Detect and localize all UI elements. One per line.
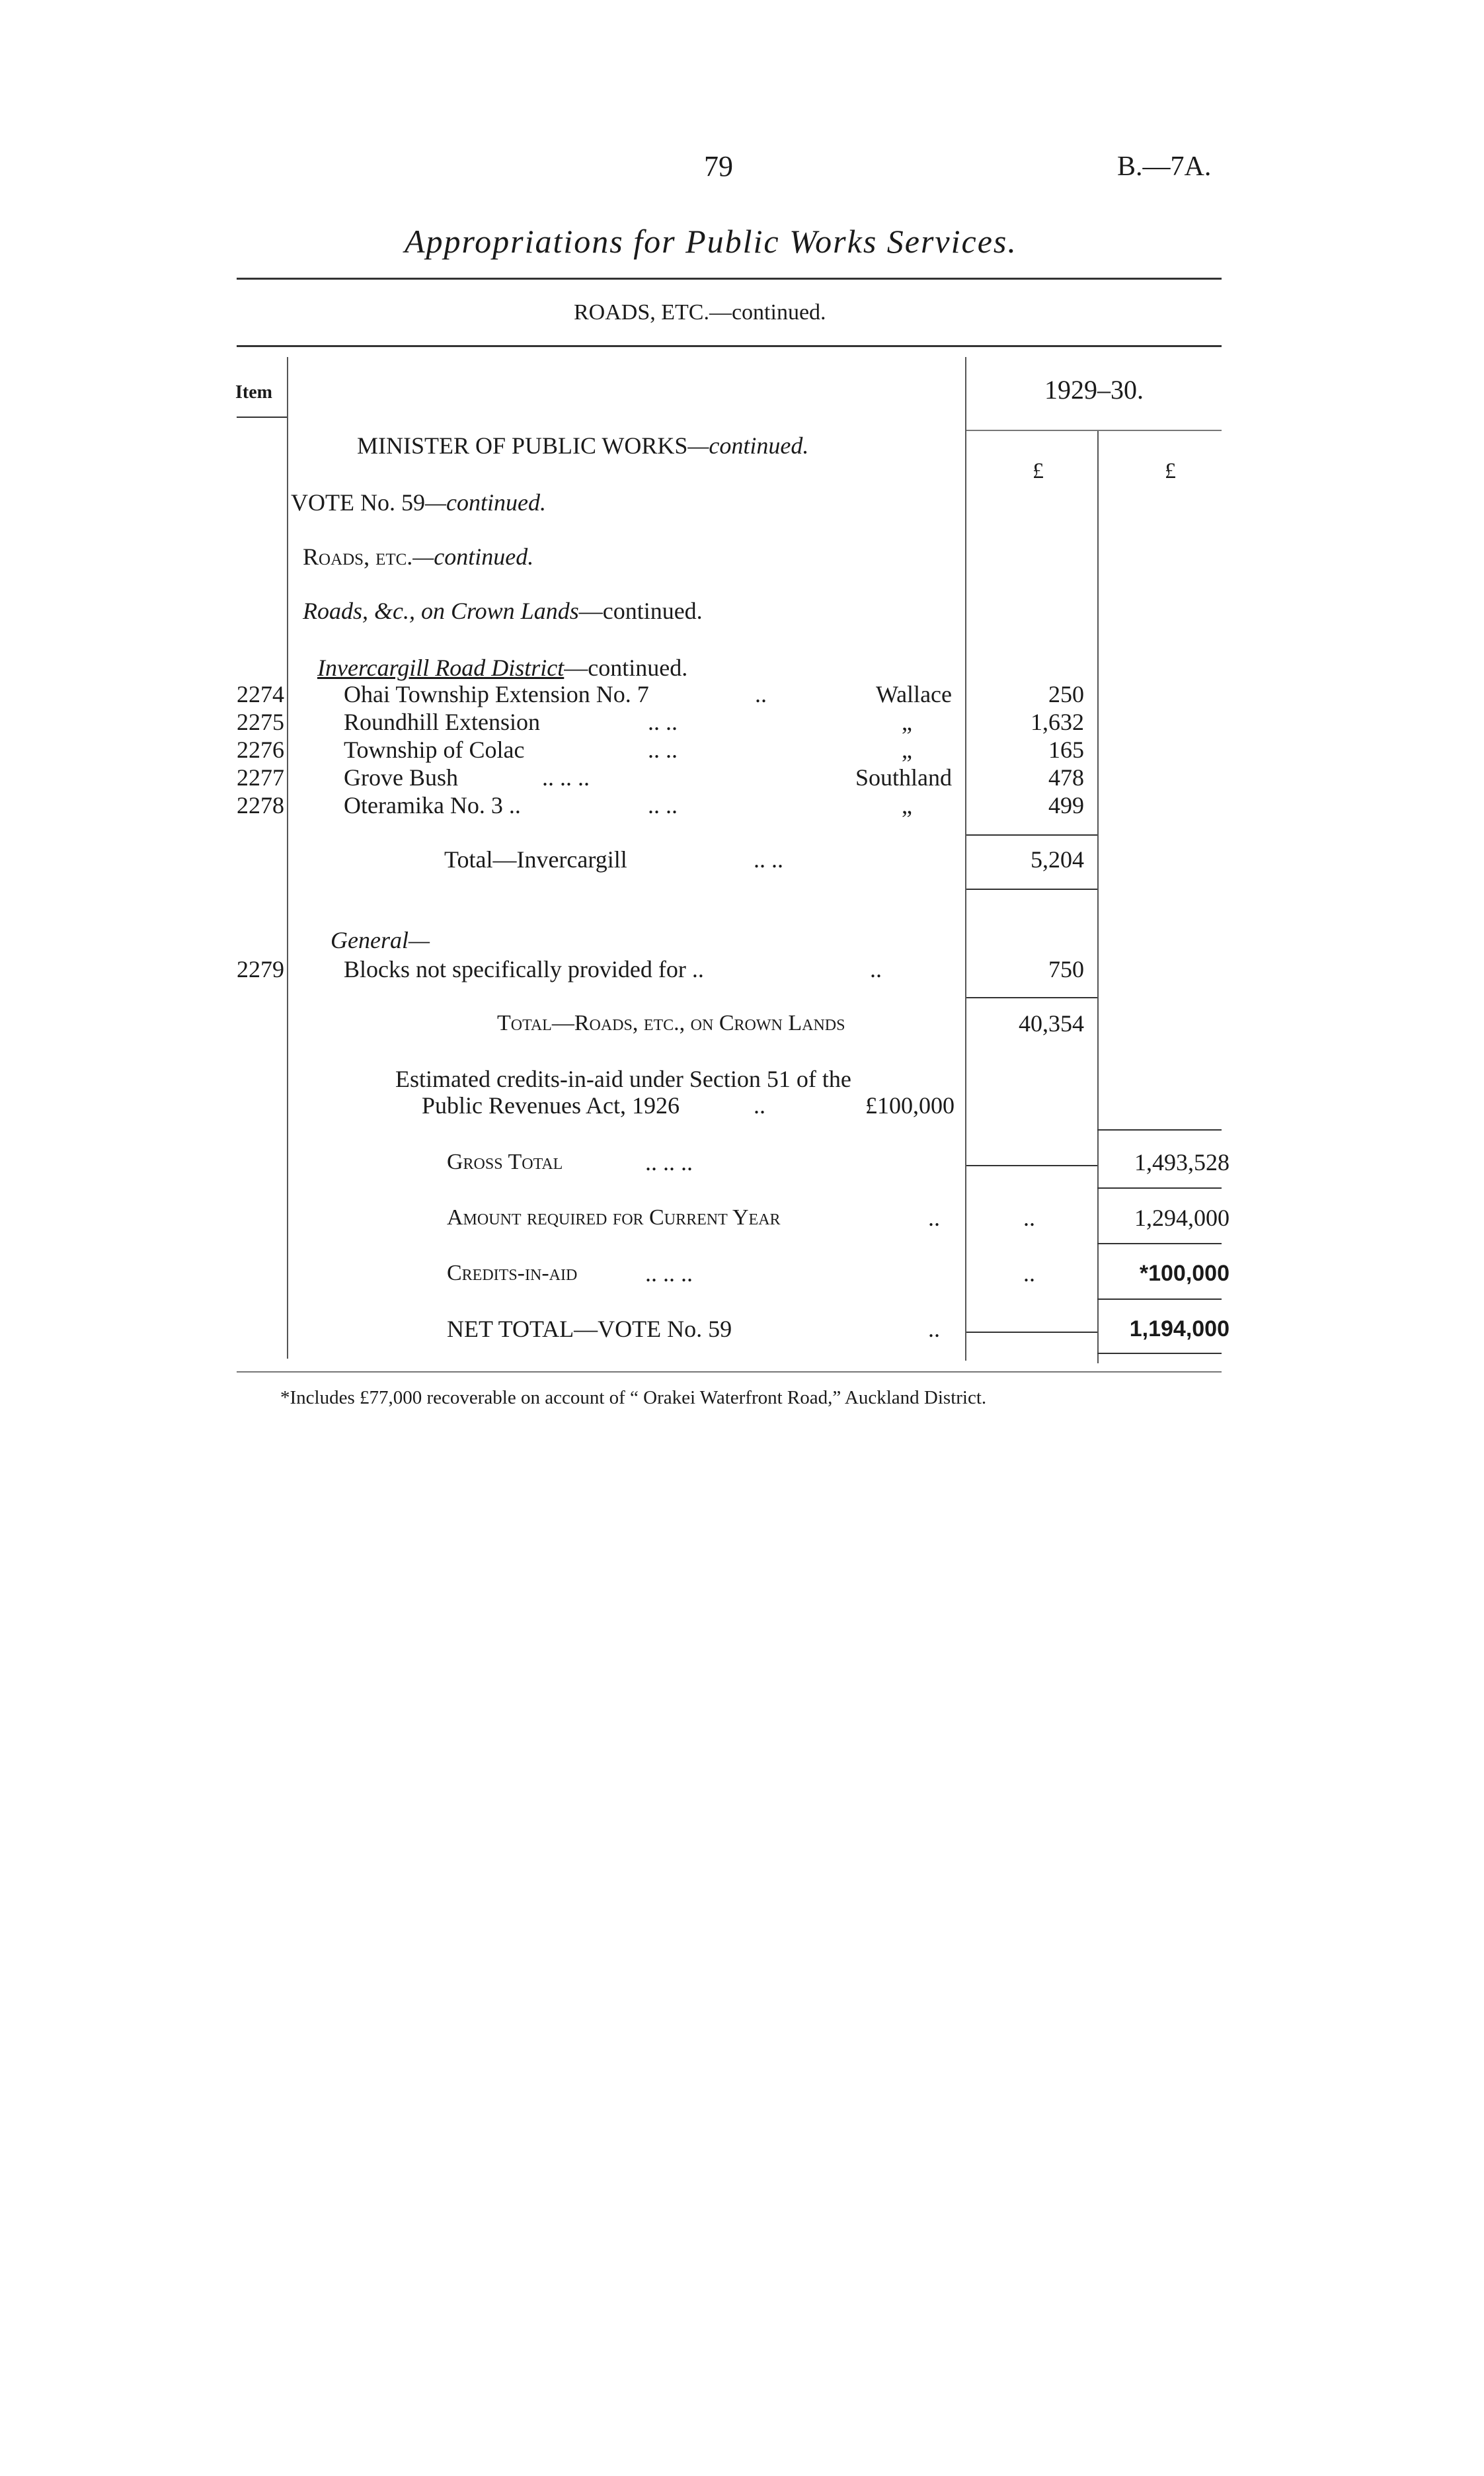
summary-dots: .. .. ..: [645, 1260, 693, 1287]
summary-col1: ..: [1023, 1260, 1035, 1287]
page-title: Appropriations for Public Works Services.: [405, 223, 1017, 260]
item-dots: .. .. ..: [542, 764, 590, 791]
credits-note-dots: ..: [754, 1092, 765, 1119]
item-amount: 499: [1048, 792, 1084, 819]
item-name: Township of Colac: [344, 737, 525, 763]
crown-lands-heading-text: Roads, &c., on Crown Lands: [303, 598, 579, 624]
item-header-underline: [237, 417, 287, 418]
summary-label: NET TOTAL—VOTE No. 59: [447, 1316, 732, 1342]
credits-note-line1: Estimated credits-in-aid under Section 51 of the: [395, 1066, 851, 1092]
table-bottom-rule: [237, 1371, 1222, 1373]
item-number: 2276: [237, 737, 284, 763]
amount-required-rule: [1097, 1243, 1222, 1244]
table-row: [0, 792, 1484, 819]
credits-note-line2: Public Revenues Act, 1926: [422, 1092, 680, 1119]
item-amount: 1,632: [1031, 709, 1084, 735]
item-amount: 250: [1048, 681, 1084, 707]
summary-row-gross-total: [0, 1149, 1484, 1176]
item-number: 2274: [237, 681, 284, 707]
summary-col2: 1,493,528: [1134, 1149, 1230, 1176]
net-total-rule-bottom: [1097, 1353, 1222, 1354]
summary-col1: ..: [1023, 1205, 1035, 1231]
item-county: Southland: [855, 764, 952, 791]
minister-heading-text: MINISTER OF PUBLIC WORKS: [357, 432, 688, 459]
roads-heading: [303, 543, 533, 570]
general-item-amount: 750: [1048, 956, 1084, 982]
general-item-number: 2279: [237, 956, 284, 982]
currency-header-col2: £: [1165, 459, 1176, 483]
subtotal-rule-top: [966, 834, 1097, 836]
district-heading-text: Invercargill Road District: [317, 655, 565, 681]
crown-lands-heading-suffix: —continued.: [578, 598, 703, 624]
item-name: Roundhill Extension: [344, 709, 540, 735]
section-subtitle: [574, 300, 826, 325]
item-name: Ohai Township Extension No. 7: [344, 681, 649, 707]
item-dots: .. ..: [648, 709, 678, 735]
total-invercargill-label: Total—Invercargill: [444, 846, 627, 873]
general-item-name: Blocks not specifically provided for ..: [344, 956, 704, 982]
credits-note-amount: £100,000: [865, 1092, 955, 1119]
roads-heading-text: Roads, etc.: [303, 543, 413, 570]
summary-row-net-total: [0, 1316, 1484, 1342]
summary-dots: ..: [928, 1205, 940, 1231]
general-heading: General—: [331, 927, 430, 953]
section-subtitle-text: ROADS, ETC.—continued.: [574, 300, 826, 325]
vote-heading: [291, 489, 546, 516]
gross-total-rule-bottom: [1097, 1187, 1222, 1189]
item-county: „: [902, 709, 912, 735]
header-rule-bottom: [237, 345, 1222, 347]
item-county: „: [902, 792, 912, 819]
document-reference: B.—7A.: [1117, 151, 1212, 182]
subtotal-rule-bottom: [966, 889, 1097, 890]
crown-lands-heading: [303, 598, 703, 624]
summary-col2: 1,194,000: [1129, 1316, 1230, 1341]
roads-heading-suffix: —continued.: [412, 543, 534, 570]
item-name: Oteramika No. 3 ..: [344, 792, 521, 819]
year-column-header: 1929–30.: [1044, 375, 1144, 405]
item-name: Grove Bush: [344, 764, 458, 791]
header-rule-top: [237, 278, 1222, 280]
table-row: [0, 681, 1484, 707]
district-heading-suffix: —continued.: [564, 655, 688, 681]
summary-col2: *100,000: [1139, 1261, 1230, 1286]
item-dots: .. ..: [648, 792, 678, 819]
page-number: 79: [704, 150, 733, 182]
summary-dots: .. .. ..: [645, 1149, 693, 1176]
summary-col2: 1,294,000: [1134, 1205, 1230, 1231]
item-dots: ..: [755, 681, 767, 707]
summary-row-credits-in-aid: [0, 1260, 1484, 1287]
vote-heading-suffix: —continued.: [424, 489, 546, 516]
credits-in-aid-rule: [1097, 1298, 1222, 1300]
year-header-underline: [966, 430, 1222, 431]
gross-total-rule-top: [1097, 1129, 1222, 1131]
general-item-dots: ..: [870, 956, 882, 982]
item-column-header: Item: [235, 382, 272, 403]
footnote: *Includes £77,000 recoverable on account of “ Orakei Waterfront Road,” Auckland District.: [280, 1387, 987, 1408]
vote-heading-text: VOTE No. 59: [291, 489, 425, 516]
district-heading: [317, 655, 687, 681]
item-number: 2278: [237, 792, 284, 819]
summary-row-amount-required: [0, 1205, 1484, 1231]
summary-label: Gross Total: [447, 1150, 563, 1174]
item-dots: .. ..: [648, 737, 678, 763]
summary-label: Credits-in-aid: [447, 1261, 578, 1285]
total-invercargill-amount: 5,204: [1031, 846, 1084, 873]
item-county: Wallace: [875, 681, 952, 707]
minister-heading: [357, 432, 808, 459]
item-number: 2275: [237, 709, 284, 735]
total-crown-lands-amount: 40,354: [1019, 1010, 1084, 1037]
total-invercargill-dots: .. ..: [754, 846, 783, 873]
minister-heading-suffix: —continued.: [687, 432, 809, 459]
item-number: 2277: [237, 764, 284, 791]
summary-dots: ..: [928, 1316, 940, 1342]
currency-header-col1: £: [1033, 459, 1044, 483]
crown-total-rule-top: [966, 997, 1097, 998]
item-amount: 478: [1048, 764, 1084, 791]
table-row: [0, 737, 1484, 763]
item-amount: 165: [1048, 737, 1084, 763]
total-crown-lands-label: Total—Roads, etc., on Crown Lands: [497, 1011, 845, 1035]
table-row: [0, 764, 1484, 791]
item-county: „: [902, 737, 912, 763]
table-row: [0, 709, 1484, 735]
summary-label: Amount required for Current Year: [447, 1205, 781, 1230]
